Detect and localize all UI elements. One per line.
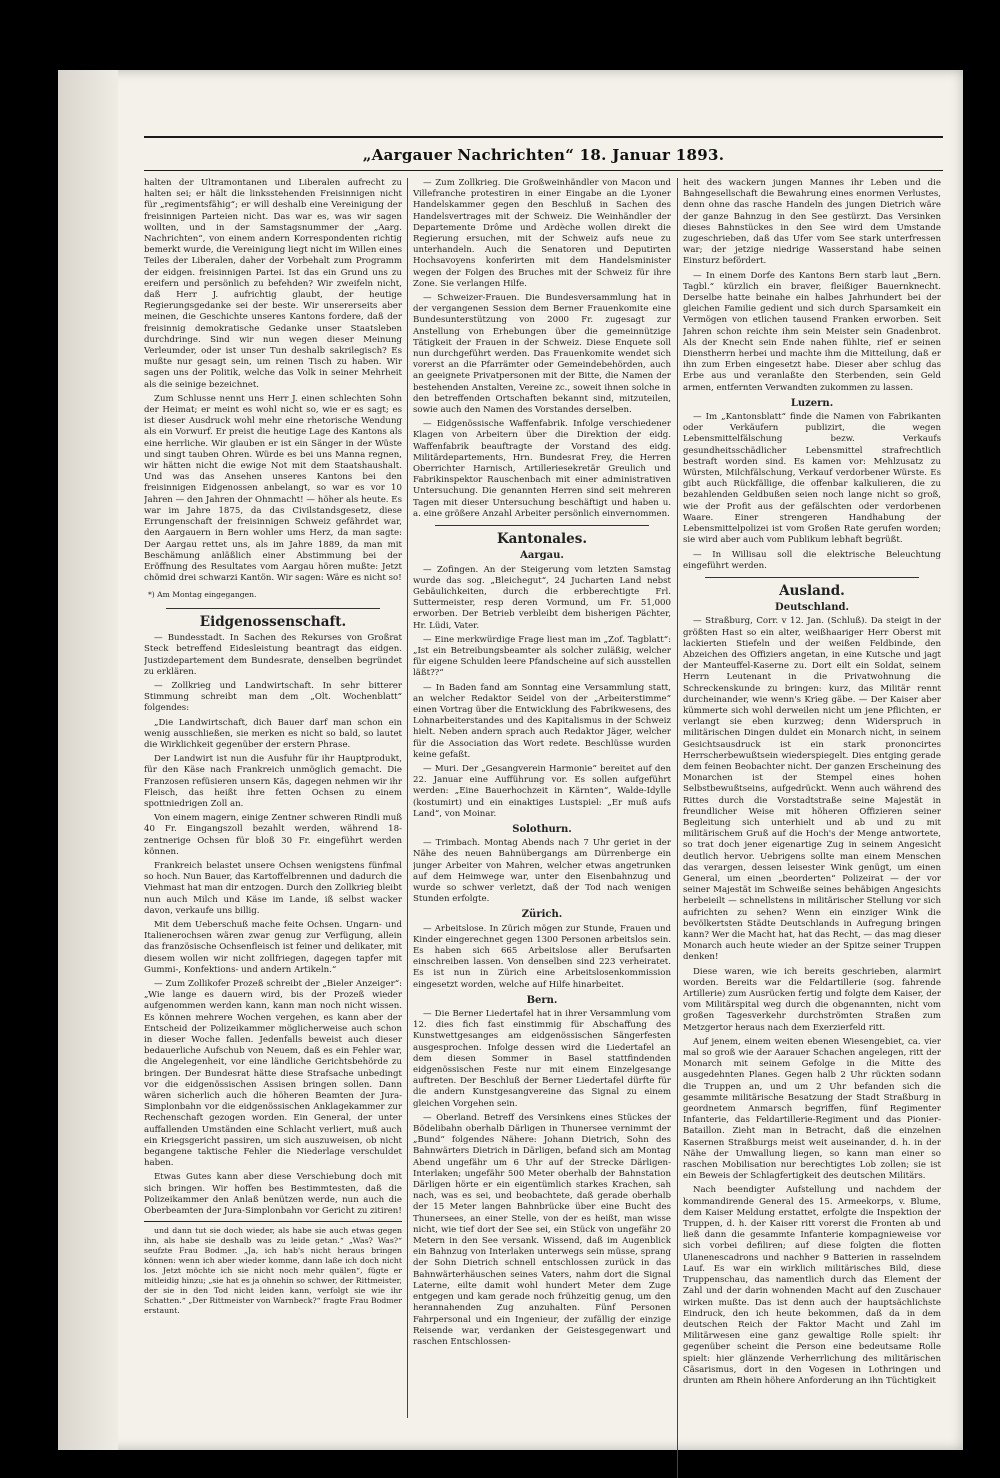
section-divider — [435, 525, 649, 526]
paragraph: Zum Schlusse nennt uns Herr J. einen schlechten Sohn der Heimat; er meint es wohl nicht so, wie er es sagt; es ist dieser Ausdruck wohl mehr eine rhetorische Wendung als ein Vorwurf. Er preist die heutige Lage des Kantons als eine herrliche. Wir glauben er ist ein Sänger in der Wüste und singt tauben Ohren. Würde es bei uns Manna regnen, wir hätten nicht die ewige Not mit dem Staatshaushalt. Und was das Ansehen unseres Kantons bei den freisinnigen Eidgenossen anbelangt, so war es vor 10 Jahren — den Jahren der Ohnmacht! — höher als heute. Es war im Jahre 1875, da das Civilstandsgesetz, diese Errungenschaft der freisinnigen Schweiz gefährdet war, den Aargauern in Bern wohler ums Herz, da man sagte: Der Aargau rettet uns, als im Jahre 1889, da man mit Beschämung anläßlich einer Abstimmung bei der Eröffnung des Resultates vom Aargau hören mußte: Jetzt chömid drei schwarzi Kantön. Wir sagen: Wäre es nicht so! — [144, 393, 402, 584]
paragraph: Der Landwirt ist nun die Ausfuhr für ihr Hauptprodukt, für den Käse nach Frankreich unmöglich gemacht. Die Franzosen refüsieren unsern Käs, dagegen nehmen wir ihr Fleisch, das heißt ihre fetten Ochsen zu einem spottniedrigen Zoll an. — [144, 754, 402, 809]
section-divider — [166, 608, 380, 609]
masthead-rule — [144, 170, 943, 171]
paragraph: — In Baden fand am Sonntag eine Versammlung statt, an welcher Redaktor Seidel von der „Arbeiterstimme“ einen Vortrag über die Entwicklung des Fabrikwesens, des Lohnarbeiterstandes und des Kapitalismus in der Schweiz hielt. Neben andern sprach auch Redaktor Jäger, welcher für die Association das Wort redete. Beschlüsse wurden keine gefaßt. — [413, 682, 671, 760]
paragraph: — Arbeitslose. In Zürich mögen zur Stunde, Frauen und Kinder eingerechnet gegen 1300 Personen arbeitslos sein. Es haben sich 665 Arbeitslose aller Berufsarten einschreiben lassen. Von denselben sind 223 verheiratet. Es ist nun in Zürich eine Arbeitslosenkommission eingesetzt worden, welche auf Hilfe hinarbeitet. — [413, 923, 671, 990]
newspaper-page — [58, 70, 963, 1450]
section-heading: Kantonales. — [496, 531, 588, 548]
subsection-heading: Solothurn. — [512, 823, 572, 835]
paragraph: — Trimbach. Montag Abends nach 7 Uhr geriet in der Nähe des neuen Bahnübergangs am Dürrenberge ein junger Arbeiter von Mahren, welcher etwas angetrunken auf dem Heimwege war, unter den Eisenbahnzug und wurde so schwer verletzt, daß der Tod nach wenigen Stunden erfolgte. — [413, 838, 671, 905]
section-heading: Ausland. — [779, 582, 845, 599]
subsection-heading: Bern. — [526, 994, 558, 1006]
paragraph: — Zollkrieg und Landwirtschaft. In sehr bitterer Stimmung schreibt man dem „Olt. Wochenblatt“ folgendes: — [144, 680, 402, 714]
paragraph: Etwas Gutes kann aber diese Verschiebung doch mit sich bringen. Wir hoffen bes Bestimmtesten, daß die Polizeikammer den Anlaß benützen werde, nun auch die Oberbeamten der Jura-Simplonbahn vor Gericht zu zitiren! — [144, 1172, 402, 1217]
paragraph: — Zum Zollikofer Prozeß schreibt der „Bieler Anzeiger“: „Wie lange es dauern wird, bis der Prozeß wieder aufgenommen werden kann, kann man noch nicht wissen. Es können mehrere Wochen vergehen, es kann aber der Entscheid der Polizeikammer möglicherweise auch schon in dieser Woche fallen. Jedenfalls beweist auch dieser bedauerliche Aufschub von Neuem, daß es ein Fehler war, die Angelegenheit, vor eine ländliche Gerichtsbehörde zu bringen. Der Bundesrat hätte diese Strafsache unbedingt vor die eidgenössischen Assisen bringen sollen. Dann wären sicherlich auch die höheren Beamten der Jura-Simplonbahn vor die eidgenössischen Anklagekammer zur Rechenschaft gezogen worden. Ein General, der unter auffallenden Umständen eine Schlacht verliert, muß auch ein Kriegsgericht passiren, um sich auszuweisen, ob nicht begangene taktische Fehler die Niederlage verschuldet haben. — [144, 979, 402, 1169]
paragraph: heit des wackern jungen Mannes ihr Leben und die Bahngesellschaft die Bewahrung eines enormen Verlustes, denn ohne das rasche Handeln des jungen Dietrich wäre der ganze Bahnzug in den See gestürzt. Das Versinken dieses Bahnstückes in den See wird dem Umstande zugeschrieben, daß das Ufer vom See stark unterfressen war; der jetzige niedrige Wasserstand habe seinen Einsturz befördert. — [683, 178, 941, 267]
paragraph: Diese waren, wie ich bereits geschrieben, alarmirt worden. Bereits war die Feldartillerie (sog. fahrende Artillerie) zum Ausrücken fertig und folgte dem Kaiser, der vom Militärspital weg durch die obgenannten, nicht vom großen Tagesverkehr durchströmten Straßen zum Metzgertor heraus nach dem Exerzierfeld ritt. — [683, 966, 941, 1033]
paragraph: Nach beendigter Aufstellung und nachdem der kommandirende General des 15. Armeekorps, v. Blume, dem Kaiser Meldung erstattet, erfolgte die Inspektion der Truppen, d. h. der Kaiser ritt vorerst die Fronten ab und ließ dann die gesammte Infanterie kompagnieweise vor sich vorbei defiliren; auf diese folgten die flotten Ulanenescadrons und nachher 9 Batterien in rasselndem Lauf. Es war ein wirklich militärisches Bild, diese Truppenschau, das namentlich durch das Element der Zahl und der darin wohnenden Macht auf den Zuschauer wirken mußte. Das ist denn auch der hauptsächlichste Eindruck, den ich heute bekommen, daß da in dem deutschen Reich der Faktor Macht und Zahl im Militärwesen eine ganz gewaltige Rolle spielt: ihr gegenüber scheint die Person eine bedeutsame Rolle spielt: hier glänzende Verherrlichung des militärischen Cäsarismus, dort in den Vogesen in Lothringen und drunten am Rhein höhere Anforderung an ihn Tüchtigkeit — [683, 1185, 941, 1386]
paragraph: „Die Landwirtschaft, dich Bauer darf man schon ein wenig ausschließen, sie merken es nicht so bald, so lautet die Wirklichkeit gegenüber der erstern Phrase. — [144, 717, 402, 750]
paragraph: Von einem magern, einige Zentner schweren Rindli muß 40 Fr. Eingangszoll bezahlt werden, während 18-zentnerige Ochsen für bloß 30 Fr. eingeführt werden können. — [144, 813, 402, 857]
feuilleton-rule — [144, 1221, 402, 1222]
section-heading: Eidgenossenschaft. — [199, 613, 347, 630]
subsection-heading: Luzern. — [790, 397, 834, 409]
paragraph: — Bundesstadt. In Sachen des Rekurses von Großrat Steck betreffend Eidesleistung beantragt das eidgen. Justizdepartement dem Bundesrate, denselben begründet zu erklären. — [144, 633, 402, 677]
top-rule — [144, 136, 943, 138]
footnote: *) Am Montag eingegangen. — [148, 590, 257, 600]
paragraph: Auf jenem, einem weiten ebenen Wiesengebiet, ca. vier mal so groß wie der Aarauer Schachen angelegen, ritt der Monarch mit seinem Gefolge in die Mitte des ausgedehnten Planes. Gegen halb 2 Uhr rückten sodann die Truppen an, und um 2 Uhr befanden sich die gesammte militärische Besatzung der Stadt Straßburg in geordnetem Anmarsch begriffen, fünf Regimenter Infanterie, das Feldartillerie-Regiment und das Pionier-Bataillon. Zieht man in Betracht, daß die einzelnen Kasernen Straßburgs meist weit auseinander, d. h. in der Nähe der Umwallung liegen, so kann man einer so raschen Mobilisation nur berechtigtes Lob zollen; sie ist ein Beweis der Schlagfertigkeit des deutschen Militärs. — [683, 1036, 941, 1182]
section-divider — [705, 577, 919, 578]
paragraph: Frankreich belastet unsere Ochsen wenigstens fünfmal so hoch. Nun Bauer, das Kartoffelbrennen und dadurch die Viehmast hat man dir entzogen. Durch den Zollkrieg bleibt nun auch Milch und Käse im Lande, iß selbst wacker davon, verkaufe uns billig. — [144, 860, 402, 916]
paragraph: — Eidgenössische Waffenfabrik. Infolge verschiedener Klagen von Arbeitern über die Direktion der eidg. Waffenfabrik beauftragte der Vorstand des eidg. Militärdepartements, Hrn. Bundesrat Frey, die Herren Oberrichter Harnisch, Artilleriesekretär Greulich und Fabrikinspektor Rauschenbach mit einer administrativen Untersuchung. Die genannten Herren sind seit mehreren Tagen mit dieser Untersuchung beschäftigt und haben u. a. eine größere Anzahl Arbeiter persönlich einvernommen. — [413, 419, 671, 519]
subsection-heading: Aargau. — [520, 550, 564, 562]
feuilleton-text: und dann tut sie doch wieder, als habe sie auch etwas gegen ihn, als habe sie deshalb was zu leide getan.“ „Was? Was?“ seufzte Frau Bodmer. „Ja, ich hab's nicht heraus bringen können: wenn ich aber wieder komme, dann laße ich doch nicht los. Jetzt möchte ich sie nicht noch mehr quälen“, fügte er mitleidig hinzu; „sie hat es ja ohnehin so schwer, der Rittmeister, der sie in den Tod nicht leiden kann, verfolgt sie wie ihr Schatten.“ „Der Rittmeister von Warnbeck?“ fragte Frau Bodmer erstaunt. — [144, 1226, 402, 1316]
column-2 — [413, 178, 671, 1478]
paragraph: Mit dem Ueberschuß mache feite Ochsen. Ungarn- und Italienerochsen wären zwar genug zur Verfügung, allein das französische Ochsenfleisch ist feiner und delikater, mit diesem wollen wir nicht zollfriegen, dagegen tapfer mit Gummi-, Konfektions- und andern Artikeln.“ — [144, 919, 402, 975]
column-divider — [407, 178, 408, 1418]
column-3 — [683, 178, 941, 1468]
column-divider — [677, 178, 678, 1478]
paragraph: — Schweizer-Frauen. Die Bundesversammlung hat in der vergangenen Session dem Berner Frauenkomite eine Bundesunterstützung von 2000 Fr. zugesagt zur Anstellung von Erhebungen über die gemeinnützige Tätigkeit der Frauen in der Schweiz. Diese Enquete soll nun durchgeführt werden. Das Frauenkomite wendet sich vorerst an die Pfarrämter oder Gemeindebehörden, auch an geeignete Privatpersonen mit der Bitte, die Namen der bestehenden Anstalten, Vereine zc., soweit ihnen solche in den betreffenden Ortschaften bekannt sind, mitzuteilen, sowie auch den Namen des Vorstandes derselben. — [413, 293, 671, 416]
paragraph: — Zum Zollkrieg. Die Großweinhändler von Macon und Villefranche protestiren in einer Eingabe an die Lyoner Handelskammer gegen den Beschluß in Sachen des Handelsvertrages mit der Schweiz. Die Weinhändler der Departemente Drôme und Ardèche wollen direkt die Regierung ersuchen, mit der Schweiz aufs neue zu unterhandeln. Auch die Senatoren und Deputirten Hochsavoyens konferirten mit dem Handelsminister wegen der Folgen des Bruches mit der Schweiz für ihre Zone. Sie verlangen Hilfe. — [413, 178, 671, 289]
column-1 — [144, 178, 402, 1418]
paragraph: halten der Ultramontanen und Liberalen aufrecht zu halten sei; er hält die linksstehenden Freisinnigen nicht für „regimentsfähig“; er will deshalb eine Vereinigung der freisinnigen Parteien nicht. Das war es, was wir sagen wollten, und in der Samstagsnummer der „Aarg. Nachrichten“, von einem andern Korrespondenten richtig bemerkt wurde, die Vereinigung liegt nicht im Willen eines Teiles der Liberalen, daher der Vorbehalt zum Programm der eidgen. freisinnigen Partei. Ist das ein Grund uns zu ereifern und persönlich zu befehden? Wir zweifeln nicht, daß Herr J. aufrichtig glaubt, der heutige Regierungsgedanke sei der beste. Wir unsererseits aber meinen, die Geschichte unseres Kantons fordere, daß der freisinnig demokratische Gedanke unser Staatsleben durchdringe. Sind wir nun wegen dieser Meinung Verleumder, oder ist unser Tun deshalb sakrilegisch? Es mußte nur gesagt sein, um reinen Tisch zu haben. Wir sagen uns der Politik, welche das Volk in seiner Mehrheit als die seinige bezeichnet. — [144, 178, 402, 390]
subsection-heading: Zürich. — [521, 909, 563, 921]
paragraph: — Muri. Der „Gesangverein Harmonie“ bereitet auf den 22. Januar eine Aufführung vor. Es sollen aufgeführt werden: „Eine Bauerhochzeit in Kärnten“, Walde-Idylle (kostumirt) und ein einaktiges Lustspiel: „Er muß aufs Land“, von Moinar. — [413, 763, 671, 819]
paragraph: — Die Berner Liedertafel hat in ihrer Versammlung vom 12. dies fich fast einstimmig für Abschaffung des Kunstwettgesanges am eidgenössischen Sängerfesten ausgesprochen. Infolge dessen wird die Liedertafel an dem diesen Sommer in Basel stattfindenden eidgenössischen Feste nur mit einem Einzelgesange auftreten. Der Beschluß der Berner Liedertafel dürfte für die andern Kunstgesangvereine das Signal zu einem gleichen Vorgehen sein. — [413, 1009, 671, 1109]
paragraph: — Oberland. Betreff des Versinkens eines Stückes der Bödelibahn oberhalb Därligen in Thunersee vernimmt der „Bund“ folgendes Nähere: Johann Dietrich, Sohn des Bahnwärters Dietrich in Därligen, befand sich am Montag Abend ungefähr um 6 Uhr auf der Strecke Därligen-Interlaken; ungefähr 500 Meter oberhalb der Bahnstation Därligen hörte er ein eigentümlich starkes Krachen, sah nach, was es sei, und beobachtete, daß gerade oberhalb der 15 Meter langen Bahnbrücke über eine Bucht des Thunersees, an einer Stelle, von der es heißt, man wisse nicht, wie tief dort der See sei, ein Stück von ungefähr 20 Metern in den See versank. Wissend, daß im Augenblick ein Bahnzug von Interlaken unterwegs sein müsse, sprang der Sohn Dietrich schnell entschlossen zurück in das Bahnwärterhäuschen seines Vaters, nahm dort die Signal Laterne, eilte damit wohl hundert Meter dem Zuge entgegen und kam gerade noch frühzeitig genug, um den herannahenden Zug anzuhalten. Fünf Personen Fahrpersonal und ein Ingenieur, der zufällig der einzige Reisende war, verdanken der Geistesgegenwart und raschen Entschlossen- — [413, 1112, 671, 1347]
masthead: „Aargauer Nachrichten“ 18. Januar 1893. — [362, 146, 725, 164]
paragraph: — Zofingen. An der Steigerung vom letzten Samstag wurde das sog. „Bleichegut“, 24 Jucharten Land nebst Gebäulichkeiten, durch die erbberechtigte Frl. Suttermeister, resp deren Vormund, um Fr. 51,000 erworben. Der Betrieb verbleibt dem bisherigen Pächter, Hr. Lüdi, Vater. — [413, 564, 671, 631]
paragraph: — In einem Dorfe des Kantons Bern starb laut „Bern. Tagbl.“ kürzlich ein braver, fleißiger Bauernknecht. Derselbe hatte beinahe ein halbes Jahrhundert bei der gleichen Familie gedient und sich durch Sparsamkeit ein Vermögen von etlichen tausend Franken erworben. Seit Jahren schon reichte ihm sein Meister sein Gnadenbrot. Als der Knecht sein Ende nahen fühlte, rief er seinen Dienstherrn herbei und machte ihm die Mitteilung, daß er ihn zum Erben eingesetzt habe. Dieser aber schlug das Erbe aus und veranlaßte den Sterbenden, sein Geld armen, entfernten Verwandten zukommen zu lassen. — [683, 270, 941, 393]
paragraph: — Im „Kantonsblatt“ finde die Namen von Fabrikanten oder Verkäufern publizirt, die wegen Lebensmittelfälschung bezw. Verkaufs gesundheitsschädlicher Lebensmittel strafrechtlich bestraft worden sind. Es kamen vor: Mehlzusatz zu Würsten, Milchfälschung, Verkauf verdorbener Würste. Es gibt auch Rückfällige, die offenbar kalkulieren, die zu bezahlenden Geldbußen seien noch lange nicht so groß, wie der Profit aus der gefälschten oder verdorbenen Waare. Einer strengeren Handhabung der Lebensmittelpolizei ist vom Großen Rate gerufen worden; sie wird aber auch vom Publikum lebhaft begrüßt. — [683, 412, 941, 546]
paragraph: — In Willisau soll die elektrische Beleuchtung eingeführt werden. — [683, 549, 941, 571]
paragraph: — Straßburg, Corr. v 12. Jan. (Schluß). Da steigt in der größten Hast so ein alter, weißhaariger Herr Oberst mit lackierten Stiefeln und der weißen Feldbinde, den Abzeichen des Offiziers angetan, in eine Kutsche und jagt der Manteuffel-Kaserne zu. Dort eilt ein Soldat, seinem Herrn Leutenant in die Privatwohnung die Schreckenskunde zu bringen: kurz, das Militär rennt durcheinander, wie wenn's Krieg gäbe. — Der Kaiser aber kümmerte sich wohl derweilen nicht um jene Pflichten, er verlangt sie eben kurzweg; denn Widerspruch in militärischen Dingen duldet ein Monarch nicht, in seinem Gesichtsausdruck ist ein stark prononcirtes Herrscherbewußtsein wiederspiegelt. Dies entging gerade dem feinen Beobachter nicht. Der ganzen Erscheinung des Monarchen ist der Stempel eines hohen Selbstbewußtseins, aufgedrückt. Wenn auch während des Rittes durch die Vorstadtstraße seine Majestät in freundlicher Weise mit höheren Offizieren seiner Begleitung sich unterhielt und ab und zu mit militärischem Gruß auf die Hoch's der Menge antwortete, so trat doch jener eigenartige Zug in seinem Angesicht deutlich hervor. Uebrigens sollte man einem Menschen das verargen, dessen leisester Wink genügt, um einen General, um einen „beorderten“ Polizeirat — der vor seiner Majestät im Schweiße seines behäbigen Angesichts herbeieilt — schnellstens in militärischer Stellung vor sich aufrichten zu sehen? Wenn ein einziger Wink die bevölkertsten Städte Deutschlands in Aufregung bringen kann? Wer die Macht hat, hat das Recht, — das mag dieser Monarch auch heute wieder an der Spitze seiner Truppen denken! — [683, 616, 941, 963]
paragraph: — Eine merkwürdige Frage liest man im „Zof. Tagblatt“: „Ist ein Betreibungsbeamter als solcher zuläßig, welcher für eigene Schulden leere Pfandscheine auf sich ausstellen läßt??“ — [413, 634, 671, 679]
subsection-heading: Deutschland. — [775, 602, 849, 614]
